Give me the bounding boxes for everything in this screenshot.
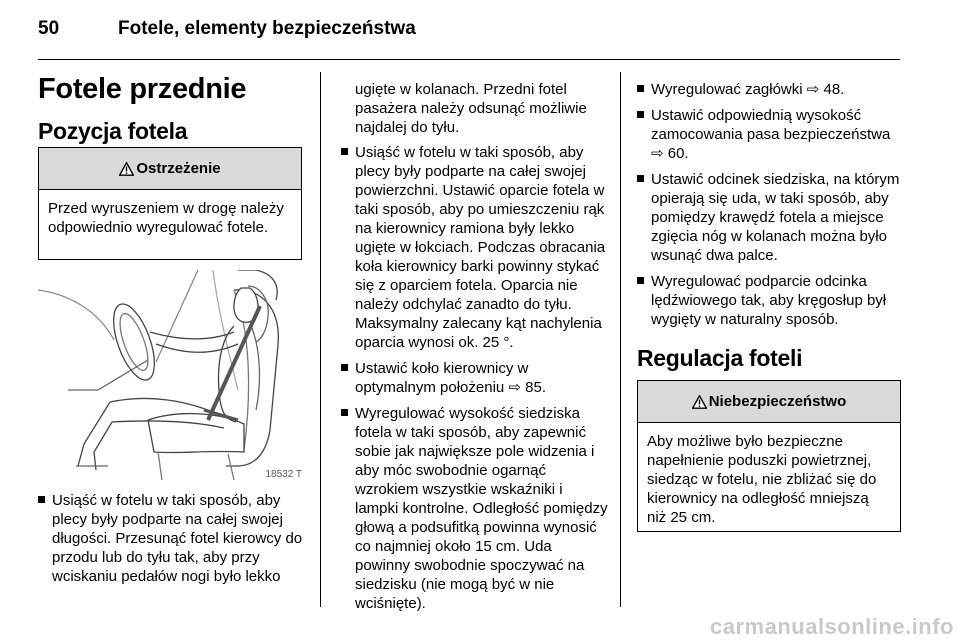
danger-title: Niebezpieczeństwo <box>708 393 847 410</box>
list-item: Usiąść w fotelu w taki sposób, aby plecy były podparte na całej swojej długości. Przesunąć fotel kierowcy do przodu lub do tyłu tak, aby przy wciskaniu pedałów nogi było lekko <box>38 491 304 586</box>
driver-seat-illustration <box>38 270 302 482</box>
list-item: Wyregulować wysokość siedziska fotela w taki sposób, aby zapewnić sobie jak największe pole widzenia i aby móc swobodnie ogarnąć wzrokiem wszystkie wskaźniki i lampki kontrolne. Odległość pomiędzy głową a podsufitką powinna wynosić co najmniej około 15 cm. Uda powinny swobodnie spoczywać na siedzisku (nie mogą być w nie wciśnięte). <box>341 404 609 613</box>
watermark: carmanualsonline.info <box>710 614 954 639</box>
warning-box <box>38 147 302 260</box>
running-header-title: Fotele, elementy bezpieczeństwa <box>118 18 416 39</box>
list-item: Ustawić koło kierownicy w optymalnym położeniu ⇨ 85. <box>341 359 609 397</box>
col2-bullet-list <box>341 143 609 620</box>
warning-triangle-icon <box>119 162 134 176</box>
danger-box-header <box>638 381 900 423</box>
subsection-title: Pozycja fotela <box>38 118 188 144</box>
list-item: Wyregulować podparcie odcinka lędźwiowego tak, aby kręgosłup był wygięty w naturalny sposób. <box>637 272 903 329</box>
page-number: 50 <box>38 18 60 39</box>
list-item: Ustawić odcinek siedziska, na którym opierają się uda, w taki sposób, aby pomiędzy krawędź fotela a miejsce zgięcia nóg w kolanach można było wsunąć dwa palce. <box>637 170 903 265</box>
warning-title: Ostrzeżenie <box>136 160 221 177</box>
column-divider <box>620 72 621 607</box>
list-item: Usiąść w fotelu w taki sposób, aby plecy były podparte na całej swojej powierzchni. Ustawić oparcie fotela w taki sposób, aby po umieszczeniu rąk na kierownicy ramiona były lekko ugięte w łokciach. Podczas obracania koła kierownicy barki powinny stykać się z oparciem fotela. Oparcia nie należy odchylać zanadto do tyłu. Maksymalny zalecany kąt nachylenia oparcia wynosi ok. 25 °. <box>341 143 609 352</box>
list-item: Ustawić odpowiednią wysokość zamocowania pasa bezpieczeństwa ⇨ 60. <box>637 106 903 163</box>
danger-text: Aby możliwe było bezpieczne napełnienie poduszki powietrznej, siedząc w fotelu, nie zbliżać się do kierownicy na odległość mniejszą niż 25 cm. <box>647 433 877 526</box>
warning-triangle-icon <box>692 395 707 409</box>
warning-box-header <box>39 148 301 190</box>
figure-code: 18532 T <box>265 469 302 480</box>
list-item: Wyregulować zagłówki ⇨ 48. <box>637 80 903 99</box>
header-rule <box>38 59 900 60</box>
col3-bullet-list <box>637 80 903 336</box>
danger-box <box>637 380 901 532</box>
seat-position-illustration <box>38 270 302 482</box>
col1-bullet-list <box>38 491 304 593</box>
section-title: Regulacja foteli <box>637 345 803 371</box>
column-divider <box>320 72 321 607</box>
warning-text: Przed wyruszeniem w drogę należy odpowiednio wyregulować fotele. <box>48 200 284 236</box>
section-title: Fotele przednie <box>38 73 247 105</box>
continued-text: ugięte w kolanach. Przedni fotel pasażera należy odsunąć możliwie najdalej do tyłu. <box>355 81 587 136</box>
